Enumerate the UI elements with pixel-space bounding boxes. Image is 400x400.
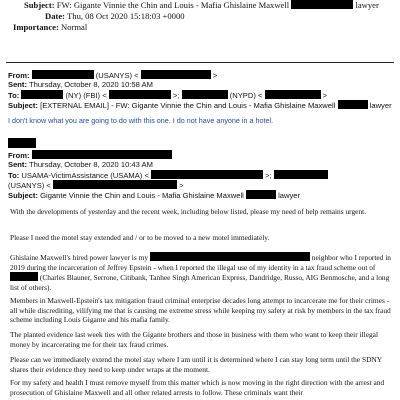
top-subject-text: FW: Gigante Vinnie the Chin and Louis - Mafia Ghislaine Maxwell	[56, 0, 290, 10]
email2-to-text-c: (USANYS) <	[8, 181, 51, 190]
email1-from-end: >	[212, 71, 218, 80]
body-paragraph-6: Please can we immediately extend the motel stay where I am until it is determined where I can stay long term until the SDNY shares their evidence they need to keep under wraps at the moment.	[10, 355, 382, 374]
redaction-box	[338, 100, 368, 109]
redaction-box	[21, 90, 63, 99]
top-importance-line	[13, 22, 87, 32]
redaction-box	[150, 252, 310, 261]
email1-sent-label: Sent:	[8, 80, 27, 89]
email1-sent-value: Thursday, October 8, 2020 10:58 AM	[28, 80, 153, 89]
email1-to-text-c: (NYPD) <	[229, 91, 263, 100]
email1-to-text-a: (NY) (FBI) <	[65, 91, 107, 100]
redaction-box	[291, 0, 353, 9]
redaction-box	[182, 90, 228, 99]
top-subject-label: Subject:	[24, 0, 55, 10]
body-paragraph-3	[10, 252, 394, 292]
redaction-box	[32, 150, 172, 159]
email1-to-label: To:	[8, 91, 20, 100]
email1-subject-line	[8, 100, 392, 111]
email2-sent-line	[8, 160, 153, 170]
redaction-box	[151, 170, 263, 179]
redaction-box	[53, 180, 177, 189]
body-paragraph-4: Members in Maxwell-Epstein's tax mitigation fraud criminal enterprise decades long attempt to incarcerate me for their crimes - all while discrediting, vilifying me that is causing me extreme stress while keeping my safety at risk by members in the tax fraud scheme including Louis Gigante and his mafia family.	[10, 296, 391, 325]
email2-to-text-a: USAMA-VictimAssistance (USAMA) <	[21, 171, 149, 180]
email2-from-label: From:	[8, 151, 30, 160]
redaction-box	[8, 138, 36, 148]
email1-to-text-d: >	[322, 91, 328, 100]
email2-sent-value: Thursday, October 8, 2020 10:43 AM	[28, 160, 153, 169]
email2-subject-end: lawyer	[278, 191, 301, 200]
redaction-box	[32, 70, 94, 79]
body-paragraph-1: With the developments of yesterday and the recent week, including below listed, please my need of help remains urgent.	[10, 207, 367, 216]
top-date-label: Date:	[45, 11, 66, 21]
email1-from-text: (USANYS) <	[95, 71, 139, 80]
email2-subject-text: Gigante Vinnie the Chin and Louis - Mafia Ghislaine Maxwell	[40, 191, 244, 200]
top-importance-value: Normal	[60, 22, 88, 32]
email2-subject-label: Subject:	[8, 191, 38, 200]
body-paragraph-3-c: (Charles Blauner, Serrone, Citibank, Tanhee Singh American Express, Dandridge, Russo, AIG Benmosche, and a long list of others).	[10, 273, 390, 292]
email1-subject-end: lawyer	[369, 101, 392, 110]
email1-from-label: From:	[8, 71, 30, 80]
email1-sent-line	[8, 80, 153, 90]
email2-to-text-d: >	[179, 181, 184, 190]
email2-sent-label: Sent:	[8, 160, 27, 169]
body-paragraph-7: For my safety and health I must remove myself from this matter which is now moving in the right direction with the arrest and prosecution of Ghislaine Maxwell and all other related arrests to follow. These criminals want their	[10, 378, 385, 397]
email2-to-text-b: >;	[265, 171, 272, 180]
separator-line	[6, 62, 394, 63]
body-paragraph-2: Please I need the motel stay extended and / or to be moved to a new motel immediately.	[10, 233, 270, 242]
body-paragraph-3-b: neighbor who I reported in 2019 during the incarceration of Jeffrey Epstein - when I reported the illegal use of my identity in a tax fraud scheme out of	[10, 253, 391, 272]
redaction-box	[246, 190, 276, 199]
redaction-box	[274, 170, 328, 179]
email1-subject-text: [EXTERNAL EMAIL] - FW: Gigante Vinnie the Chin and Louis - Mafia Ghislaine Maxwell	[40, 101, 336, 110]
top-date-line	[45, 11, 185, 21]
redaction-box	[141, 70, 211, 79]
body-paragraph-5: The planted evidence last week ties with the Gigante brothers and those in business with them who want to keep their illegal money by incarcerating me for their tax fraud crimes.	[10, 330, 378, 349]
top-date-value: Thu, 08 Oct 2020 15:18:03 +0000	[67, 11, 185, 21]
email2-to-label: To:	[8, 171, 20, 180]
redaction-box	[265, 90, 321, 99]
redaction-box	[109, 90, 171, 99]
email1-subject-label: Subject:	[8, 101, 38, 110]
top-subject-text-end: lawyer	[355, 0, 379, 10]
top-subject-line	[24, 0, 379, 10]
email1-to-text-b: >;	[172, 91, 180, 100]
email1-body: I don't know what you are going to do with this one. I do not have anyone in a hotel.	[8, 116, 274, 125]
redaction-box	[10, 272, 38, 281]
email2-subject-line	[8, 190, 300, 201]
top-importance-label: Importance:	[13, 22, 59, 32]
body-paragraph-3-a: Ghislaine Maxwell's hired power lawyer is my	[10, 253, 149, 262]
